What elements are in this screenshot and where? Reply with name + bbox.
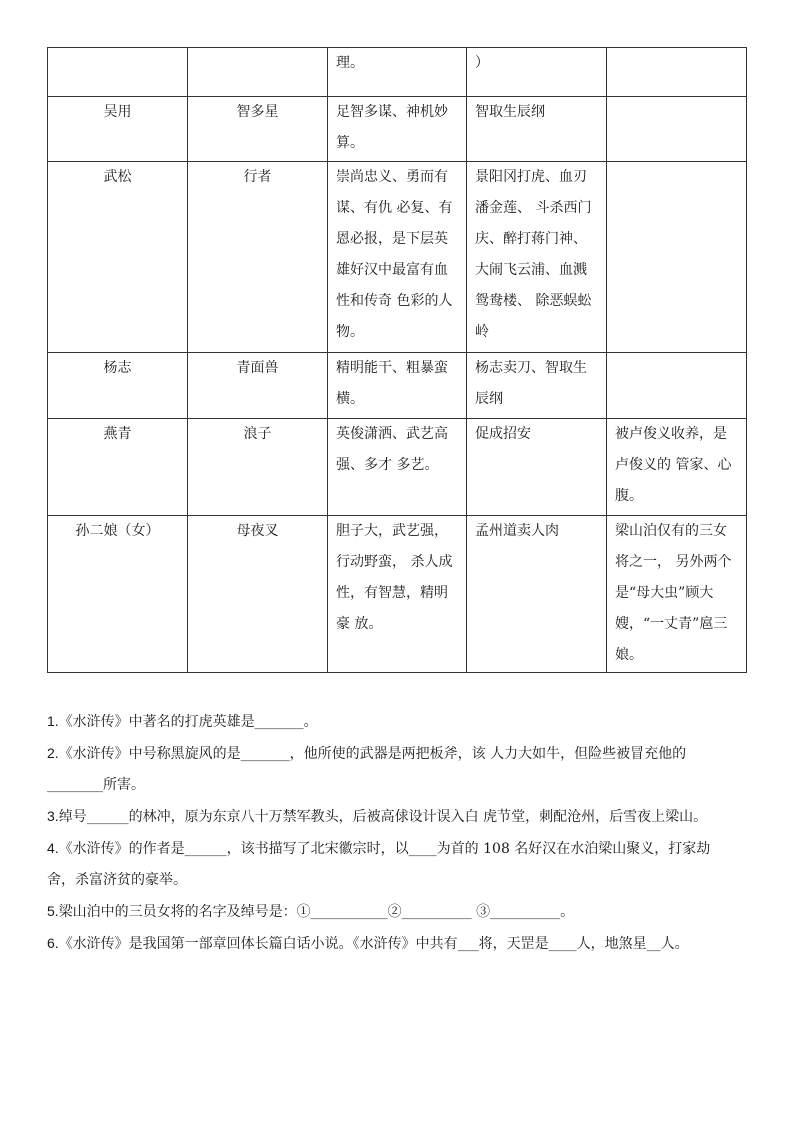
traits-cell: 崇尚忠义、勇而有谋、有仇 必复、有恩必报，是下层英 雄好汉中最富有血性和传奇 色彩的人物。 [328, 162, 467, 353]
notes-cell: 梁山泊仅有的三女将之一， 另外两个是“母大虫”顾大 嫂，“一丈青”扈三娘。 [607, 516, 747, 673]
notes-cell [607, 48, 747, 97]
traits-cell: 胆子大，武艺强，行动野蛮， 杀人成性，有智慧，精明豪 放。 [328, 516, 467, 673]
name-cell [48, 48, 188, 97]
question-item: 6.《水浒传》是我国第一部章回体长篇白话小说。《水浒传》中共有___将，天罡是____人，地煞星__人。 [47, 935, 689, 952]
table-row [48, 162, 747, 353]
traits-cell: 英俊潇洒、武艺高强、多才 多艺。 [328, 419, 467, 516]
name-cell: 燕青 [48, 419, 188, 516]
events-cell: ） [467, 48, 607, 97]
table-row [48, 419, 747, 516]
nickname-cell: 母夜叉 [188, 516, 328, 673]
question-item: 2.《水浒传》中号称黑旋风的是_______，他所使的武器是两把板斧，该 人力大如牛，但险些被冒充他的________所害。 [47, 745, 687, 793]
notes-cell [607, 353, 747, 419]
nickname-cell: 智多星 [188, 97, 328, 162]
question-item: 3.绰号______的林冲，原为东京八十万禁军教头，后被高俅设计误入白 虎节堂，刺配沧州，后雪夜上梁山。 [47, 808, 708, 825]
table-row [48, 353, 747, 419]
name-cell: 吴用 [48, 97, 188, 162]
table-row [48, 48, 747, 97]
notes-cell [607, 162, 747, 353]
character-table [47, 47, 747, 673]
traits-cell: 精明能干、粗暴蛮横。 [328, 353, 467, 419]
name-cell: 孙二娘（女） [48, 516, 188, 673]
question-item: 1.《水浒传》中著名的打虎英雄是_______。 [47, 713, 318, 730]
events-cell: 景阳冈打虎、血刃潘金莲、 斗杀西门庆、醉打蒋门神、 大闹飞云浦、血溅鸳鸯楼、 除恶蜈蚣岭 [467, 162, 607, 353]
question-item: 5.梁山泊中的三员女将的名字及绰号是：①___________②__________ ③__________。 [47, 903, 575, 920]
table-row [48, 97, 747, 162]
events-cell: 孟州道卖人肉 [467, 516, 607, 673]
notes-cell: 被卢俊义收养，是卢俊义的 管家、心腹。 [607, 419, 747, 516]
events-cell: 杨志卖刀、智取生辰纲 [467, 353, 607, 419]
name-cell: 杨志 [48, 353, 188, 419]
traits-cell: 足智多谋、神机妙算。 [328, 97, 467, 162]
notes-cell [607, 97, 747, 162]
nickname-cell: 青面兽 [188, 353, 328, 419]
events-cell: 促成招安 [467, 419, 607, 516]
nickname-cell: 行者 [188, 162, 328, 353]
nickname-cell: 浪子 [188, 419, 328, 516]
question-item: 4.《水浒传》的作者是______，该书描写了北宋徽宗时，以____为首的 108 名好汉在水泊梁山聚义，打家劫舍，杀富济贫的豪举。 [47, 840, 711, 888]
events-cell: 智取生辰纲 [467, 97, 607, 162]
nickname-cell [188, 48, 328, 97]
name-cell: 武松 [48, 162, 188, 353]
table-row [48, 516, 747, 673]
traits-cell: 理。 [328, 48, 467, 97]
question-list [47, 706, 737, 960]
